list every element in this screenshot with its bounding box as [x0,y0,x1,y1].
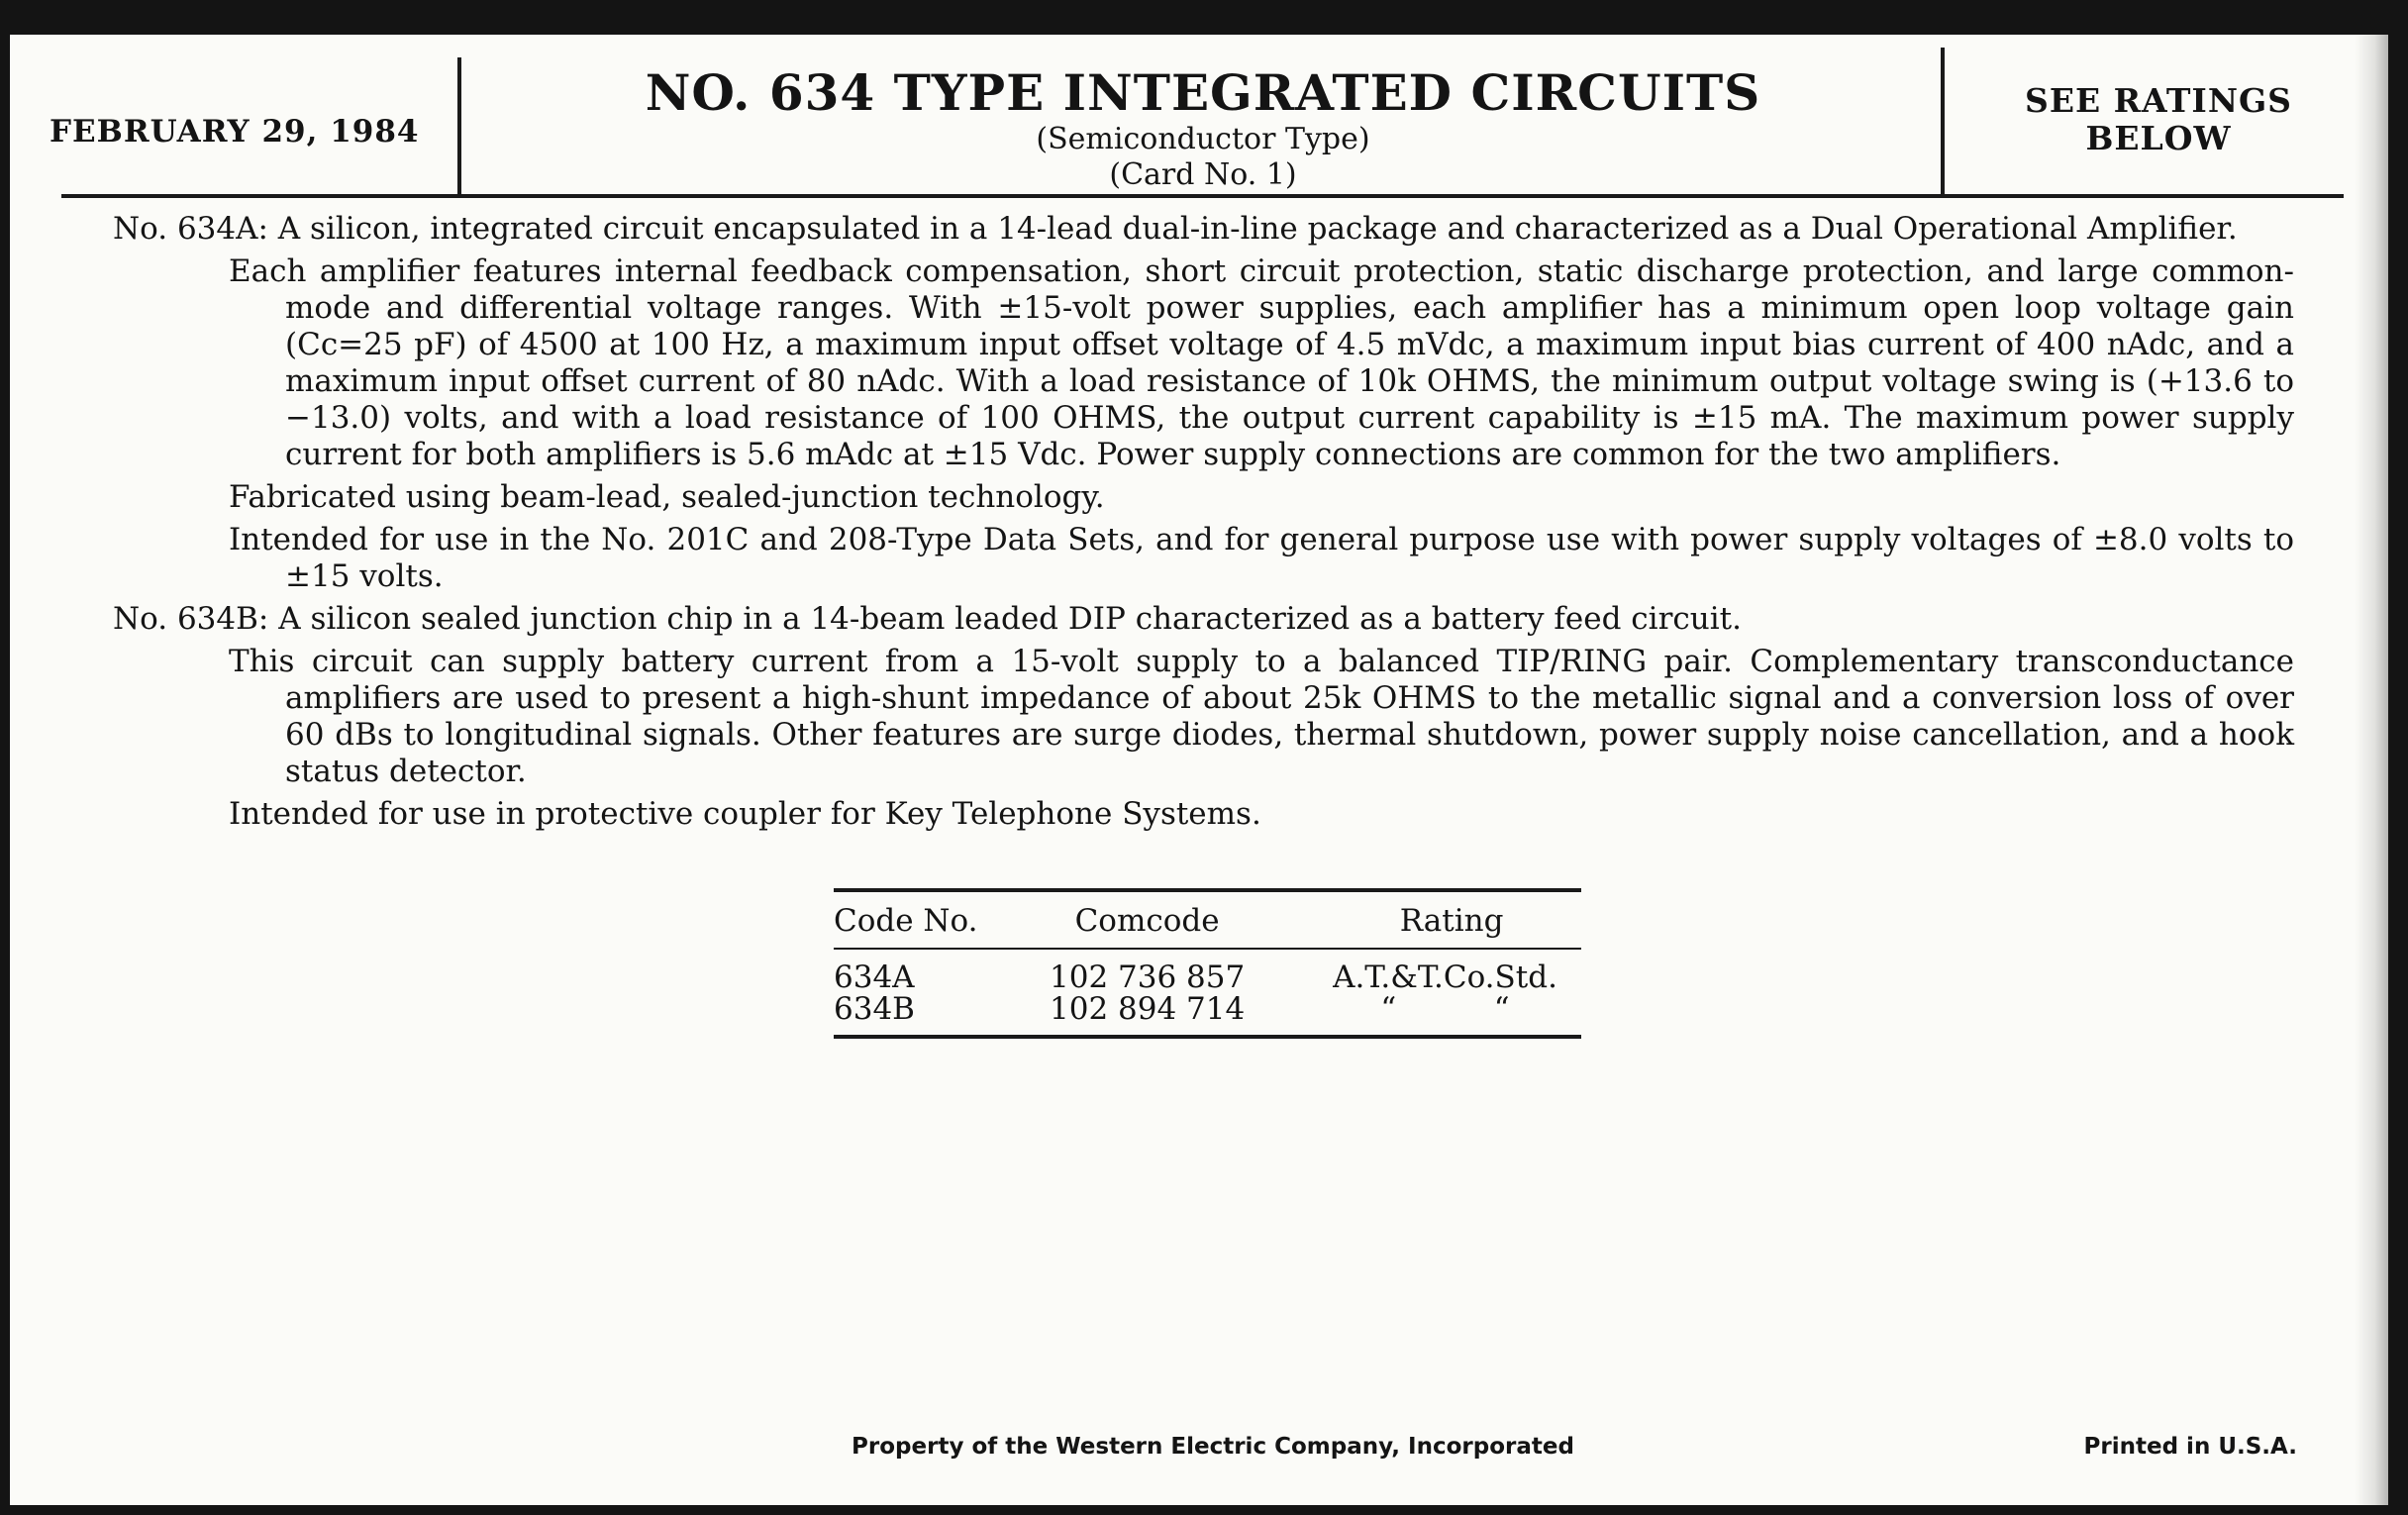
data-card [10,35,2388,1505]
printed-in-notice: Printed in U.S.A. [2083,1434,2297,1460]
header-divider-left [457,57,461,196]
ratings-note-line1: SEE RATINGS [2024,81,2293,120]
paragraph-634b-intro: No. 634B: A silicon sealed junction chip in a 14-beam leaded DIP characterized as a battery feed circuit. [113,601,1742,637]
ratings-note-line2: BELOW [2085,119,2232,157]
paragraph-634a-intro: No. 634A: A silicon, integrated circuit encapsulated in a 14-lead dual-in-line package and characterized as a Dual Operational Amplifier. [113,211,2238,247]
header-comcode: Comcode [1074,903,1220,939]
cell-rating: A.T.&T.Co.Std. [1333,960,1557,995]
cell-comcode: 102 894 714 [1050,991,1246,1027]
property-notice: Property of the Western Electric Company, Incorporated [852,1434,1574,1460]
cell-code: 634A [834,960,915,995]
table-header-row [834,892,1581,948]
header-divider-right [1941,48,1945,196]
paragraph-634b-intended: Intended for use in protective coupler for Key Telephone Systems. [229,796,1261,832]
ratings-table [834,888,1581,1039]
cell-code: 634B [834,991,915,1027]
table-row [834,961,1581,993]
paragraph-634a-intended: Intended for use in the No. 201C and 208-Type Data Sets, and for general purpose use with power supply voltages of ±8.0 volts to ±15 volts. [229,522,2294,594]
header-title-block [465,64,1941,193]
header-code-no: Code No. [834,903,978,939]
header-rule [61,194,2344,198]
description-body [113,211,2294,833]
paragraph-634a-fabricated: Fabricated using beam-lead, sealed-junction technology. [229,479,1105,515]
ratings-note [1951,82,2366,157]
cell-comcode: 102 736 857 [1050,960,1246,995]
page-title: NO. 634 TYPE INTEGRATED CIRCUITS [645,63,1761,122]
table-bottom-rule [834,1035,1581,1039]
page-subtitle: (Semiconductor Type) [1036,122,1370,156]
paragraph-634b-circuit: This circuit can supply battery current from a 15-volt supply to a balanced TIP/RING pair. Complementary transconductance amplifiers are used to present a high-shunt impedance of about 25k OHMS to the metallic signal and a conversion loss of over 60 dBs to longitudinal signals. Other features are surge diodes, thermal shutdown, power supply noise cancellation, and a hook status detector. [229,644,2294,789]
paragraph-634a-features: Each amplifier features internal feedback compensation, short circuit protection, static discharge protection, and large common-mode and differential voltage ranges. With ±15-volt power supplies, each amplifier has a minimum open loop voltage gain (Cc=25 pF) of 4500 at 100 Hz, a maximum input offset voltage of 4.5 mVdc, a maximum input bias current of 400 nAdc, and a maximum input offset current of 80 nAdc. With a load resistance of 10k OHMS, the minimum output voltage swing is (+13.6 to −13.0) volts, and with a load resistance of 100 OHMS, the output current capability is ±15 mA. The maximum power supply current for both amplifiers is 5.6 mAdc at ±15 Vdc. Power supply connections are common for the two amplifiers. [229,253,2294,472]
issue-date: FEBRUARY 29, 1984 [50,114,420,150]
table-row [834,993,1581,1025]
card-number: (Card No. 1) [1109,157,1297,192]
cell-rating: “ “ [1380,991,1510,1027]
header-rating: Rating [1399,903,1504,939]
